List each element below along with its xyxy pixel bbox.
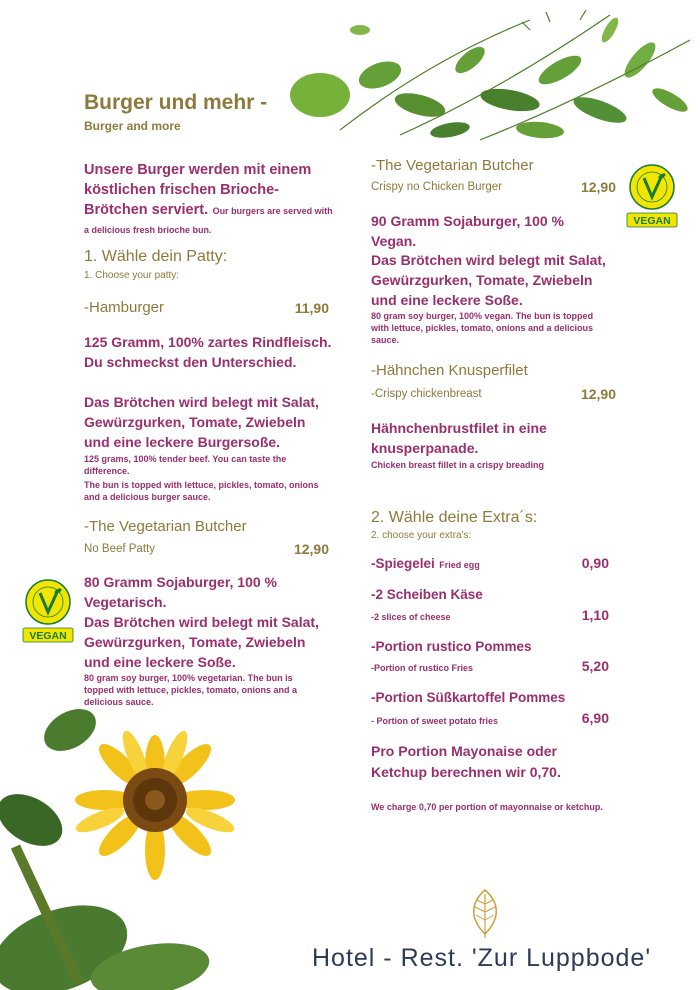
- extras-heading: 2. Wähle deine Extra´s:: [371, 509, 538, 526]
- chicken-en: Chicken breast fillet in a crispy breading: [371, 460, 545, 470]
- intro-text: [84, 160, 334, 238]
- hamburger-en: 125 grams, 100% tender beef. You can taste the difference.: [84, 454, 287, 476]
- extra-name: -Portion Süßkartoffel Pommes: [371, 690, 566, 705]
- extra-en: -Portion of rustico Fries: [371, 663, 474, 673]
- leaf-logo-icon: [467, 888, 503, 940]
- veg-butcher-en: 80 gram soy burger, 100% vegetarian. The bun is topped with lettuce, pickles, tomato, onions and a delicious sauce.: [84, 673, 298, 707]
- chicken-desc: Hähnchenbrustfilet in eine knusperpanade.: [371, 420, 547, 456]
- hotel-name: Hotel - Rest. 'Zur Luppbode': [312, 944, 652, 972]
- vegan-badge-right: [626, 163, 678, 229]
- mayo-note: Pro Portion Mayonaise oder Ketchup berechnen wir 0,70.: [371, 743, 561, 780]
- hamburger-en2: The bun is topped with lettuce, pickles, tomato, onions and a delicious burger sauce.: [84, 480, 319, 502]
- extras-heading-en: 2. choose your extra's:: [371, 530, 472, 541]
- mayo-note-en: We charge 0,70 per portion of mayonnaise or ketchup.: [371, 802, 603, 812]
- veg-butcher-price: 12,90: [293, 541, 329, 557]
- hamburger-name: -Hamburger: [84, 299, 165, 316]
- chicken-price: 12,90: [580, 386, 616, 402]
- extra-item: [371, 555, 480, 573]
- chicken-name: -Hähnchen Knusperfilet: [371, 362, 528, 379]
- veg-butcher-name: -The Vegetarian Butcher: [84, 518, 247, 535]
- extra-price: 6,90: [581, 710, 609, 726]
- veg-butcher-sub: No Beef Patty: [84, 543, 155, 555]
- extra-en: Fried egg: [439, 560, 480, 570]
- extra-name: -Portion rustico Pommes: [371, 639, 532, 654]
- extra-name: -Spiegelei: [371, 556, 435, 571]
- herbs-image: [280, 0, 700, 150]
- extra-price: 0,90: [581, 555, 609, 571]
- intro-de: Unsere Burger werden mit einem köstlichen frischen Brioche-Brötchen serviert.: [84, 162, 312, 218]
- vegan-label: VEGAN: [633, 215, 671, 227]
- patty-heading-en: 1. Choose your patty:: [84, 270, 180, 281]
- veg-butcher-desc: 80 Gramm Sojaburger, 100 % Vegetarisch.: [84, 574, 277, 610]
- hamburger-desc: 125 Gramm, 100% zartes Rindfleisch. Du schmeckst den Unterschied.: [84, 334, 332, 370]
- extra-price: 1,10: [581, 607, 609, 623]
- hamburger-desc2: Das Brötchen wird belegt mit Salat, Gewürzgurken, Tomate, Zwiebeln und eine leckere Burgersoße.: [84, 394, 319, 450]
- sunflower-image: [0, 700, 260, 990]
- chicken-sub: -Crispy chickenbreast: [371, 388, 482, 400]
- veg-butcher-desc2: Das Brötchen wird belegt mit Salat, Gewürzgurken, Tomate, Zwiebeln und eine leckere Soße.: [84, 614, 319, 670]
- vegan-butcher-name: -The Vegetarian Butcher: [371, 157, 534, 174]
- hamburger-price: 11,90: [294, 300, 329, 316]
- extra-name: -2 Scheiben Käse: [371, 587, 483, 602]
- vegan-butcher-sub: Crispy no Chicken Burger: [371, 181, 503, 193]
- vegan-label: VEGAN: [29, 630, 67, 642]
- vegan-butcher-price: 12,90: [580, 179, 616, 195]
- intro-en: Our burgers are served with a delicious fresh brioche bun.: [84, 206, 333, 235]
- extra-en: -2 slices of cheese: [371, 612, 451, 622]
- extra-price: 5,20: [581, 658, 609, 674]
- v-label-icon: [626, 163, 678, 229]
- vegan-butcher-desc2: Das Brötchen wird belegt mit Salat, Gewürzgurken, Tomate, Zwiebeln und eine leckere Soße.: [371, 252, 606, 308]
- extra-en: - Portion of sweet potato fries: [371, 716, 499, 726]
- page-title: Burger und mehr -: [84, 91, 268, 114]
- v-label-icon: [22, 578, 74, 644]
- patty-heading: 1. Wähle dein Patty:: [84, 248, 228, 265]
- vegan-badge: [22, 578, 74, 644]
- page-subtitle: Burger and more: [84, 119, 181, 133]
- vegan-butcher-desc: 90 Gramm Sojaburger, 100 % Vegan.: [371, 213, 564, 249]
- vegan-butcher-en: 80 gram soy burger, 100% vegan. The bun is topped with lettuce, pickles, tomato, onions and a delicious sauce.: [371, 311, 594, 345]
